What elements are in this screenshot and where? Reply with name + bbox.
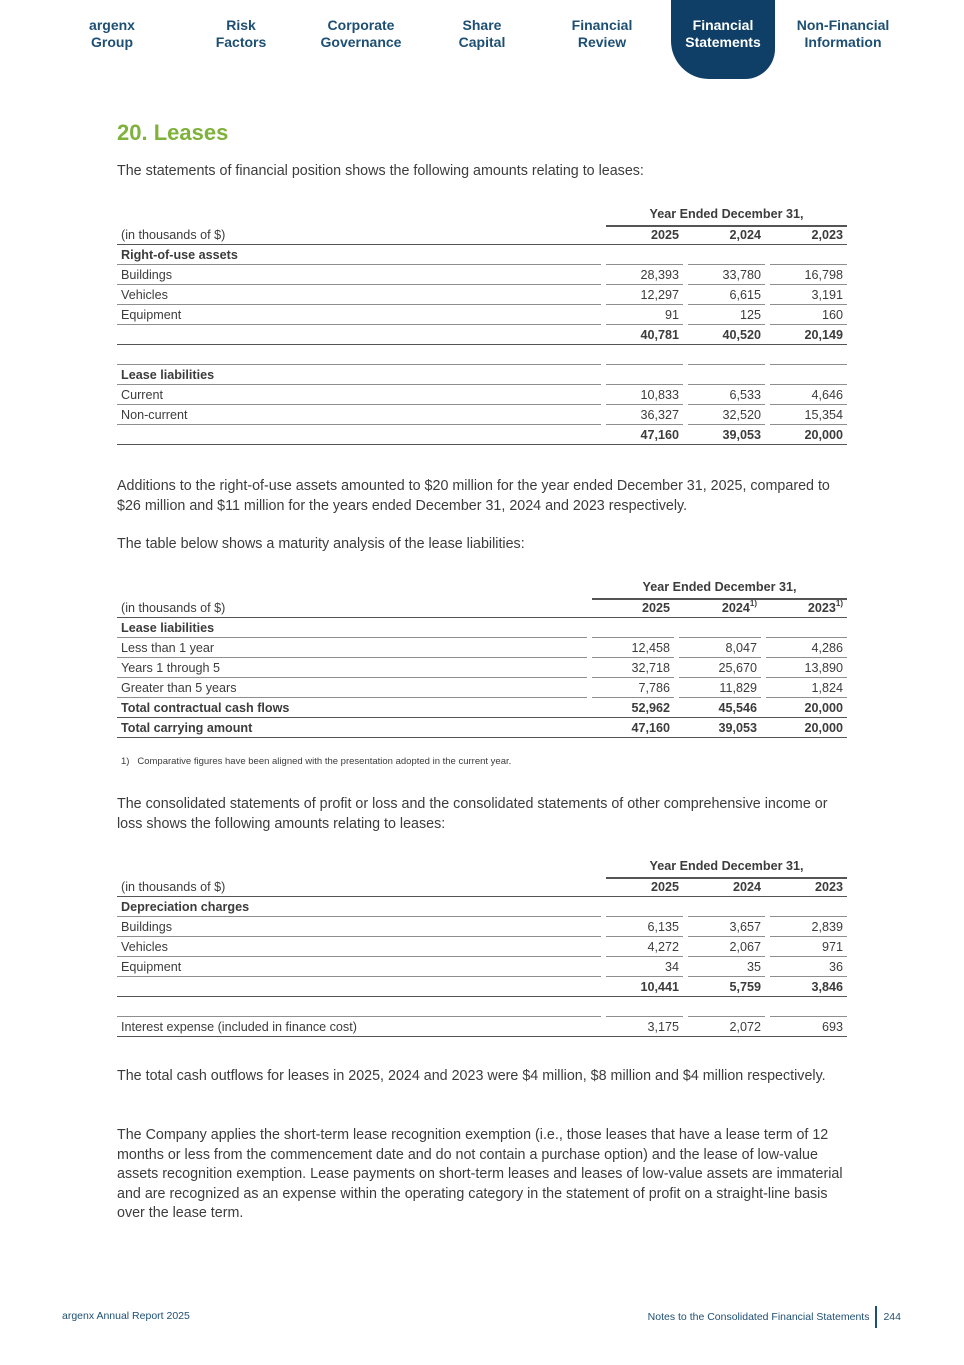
cell-value: 6,615 xyxy=(688,285,765,305)
nav-tab-share-capital[interactable] xyxy=(430,17,534,51)
table-total-row xyxy=(117,977,847,997)
nav-tab-label: Share Capital xyxy=(458,17,506,50)
total-value: 39,053 xyxy=(688,425,765,445)
total-value: 20,000 xyxy=(766,698,847,718)
total-value: 47,160 xyxy=(606,425,683,445)
section-title: 20. Leases xyxy=(117,120,229,145)
year-col-2025: 2025 xyxy=(592,598,674,618)
cell-value: 971 xyxy=(770,937,847,957)
cell-value: 160 xyxy=(770,305,847,325)
row-label: Greater than 5 years xyxy=(117,678,587,698)
cell-value: 693 xyxy=(770,1017,847,1037)
table-header-row xyxy=(117,225,847,245)
nav-tab-label: Financial Statements xyxy=(685,17,761,50)
nav-tab-risk-factors[interactable] xyxy=(189,17,293,51)
nav-tab-financial-review[interactable] xyxy=(550,17,654,51)
cell-value: 3,191 xyxy=(770,285,847,305)
table-row xyxy=(117,285,847,305)
cell-value: 3,175 xyxy=(606,1017,683,1037)
table-row xyxy=(117,1017,847,1037)
total-value: 40,781 xyxy=(606,325,683,345)
year-col-2024: 2024 xyxy=(688,877,765,897)
footnote: 1) Comparative figures have been aligned with the presentation adopted in the current year. xyxy=(121,756,512,767)
cell-value: 34 xyxy=(606,957,683,977)
footer-section-title: Notes to the Consolidated Financial Statements xyxy=(647,1311,870,1323)
table-header-row xyxy=(117,877,847,897)
row-label: Years 1 through 5 xyxy=(117,658,587,678)
cell-value: 12,458 xyxy=(592,638,674,658)
table-section-row xyxy=(117,618,847,638)
table-row xyxy=(117,658,847,678)
cell-value: 125 xyxy=(688,305,765,325)
cell-value: 32,718 xyxy=(592,658,674,678)
nav-tab-argenx-group[interactable] xyxy=(60,17,164,51)
table-spacer-row xyxy=(117,997,847,1017)
maturity-intro-text: The table below shows a maturity analysis of the lease liabilities: xyxy=(117,536,525,552)
table-section-row xyxy=(117,245,847,265)
total-value: 40,520 xyxy=(688,325,765,345)
table-section-row xyxy=(117,365,847,385)
row-label: Vehicles xyxy=(117,937,601,957)
year-col-2025: 2025 xyxy=(606,877,683,897)
row-label: Interest expense (included in finance cost) xyxy=(117,1017,601,1037)
unit-label: (in thousands of $) xyxy=(117,598,587,618)
table-total-row xyxy=(117,325,847,345)
table1-year-header: Year Ended December 31, xyxy=(649,207,804,221)
cell-value: 1,824 xyxy=(766,678,847,698)
cell-value: 3,657 xyxy=(688,917,765,937)
section-label: Depreciation charges xyxy=(117,897,601,917)
footnote-marker: 1) xyxy=(749,598,757,608)
year-col-2023: 2023 xyxy=(770,877,847,897)
table-row xyxy=(117,305,847,325)
nav-tab-label: argenx Group xyxy=(89,17,135,50)
table-row xyxy=(117,638,847,658)
cell-value: 6,533 xyxy=(688,385,765,405)
cell-value: 16,798 xyxy=(770,265,847,285)
unit-label: (in thousands of $) xyxy=(117,877,601,897)
table-row xyxy=(117,957,847,977)
cell-value: 91 xyxy=(606,305,683,325)
cell-value: 13,890 xyxy=(766,658,847,678)
nav-tab-label: Risk Factors xyxy=(215,17,267,50)
row-label: Buildings xyxy=(117,265,601,285)
unit-label: (in thousands of $) xyxy=(117,225,601,245)
footer-report-title: argenx Annual Report 2025 xyxy=(62,1310,190,1322)
cell-value: 33,780 xyxy=(688,265,765,285)
table3-year-header: Year Ended December 31, xyxy=(649,859,804,873)
cell-value: 7,786 xyxy=(592,678,674,698)
table-section-row xyxy=(117,897,847,917)
table-row xyxy=(117,937,847,957)
total-value: 47,160 xyxy=(592,718,674,738)
total-value: 52,962 xyxy=(592,698,674,718)
exemption-text: The Company applies the short-term lease recognition exemption (i.e., those leases that have a lease term of 12 months or less from the commencement date and do not contain a purchase option) and the lease of low-value assets recognition exemption. Lease payments on short-term leases and leases of low-value assets are immaterial and are recognized as an expense within the operating category in the statement of profit on a straight-line basis over the lease term. xyxy=(117,1127,843,1221)
total-value: 45,546 xyxy=(679,698,761,718)
row-label: Vehicles xyxy=(117,285,601,305)
row-label: Total contractual cash flows xyxy=(117,698,587,718)
year-col-2025: 2025 xyxy=(606,225,683,245)
section-label: Right-of-use assets xyxy=(117,245,601,265)
row-label: Non-current xyxy=(117,405,601,425)
nav-tab-label: Corporate Governance xyxy=(320,17,402,50)
cash-outflow-text: The total cash outflows for leases in 2025, 2024 and 2023 were $4 million, $8 million and $4 million respectively. xyxy=(117,1068,826,1084)
row-label: Total carrying amount xyxy=(117,718,587,738)
cell-value: 4,272 xyxy=(606,937,683,957)
cell-value: 4,646 xyxy=(770,385,847,405)
cell-value: 2,067 xyxy=(688,937,765,957)
additions-text: Additions to the right-of-use assets amounted to $20 million for the year ended December 31, 2025, compared to $26 million and $11 million for the years ended December 31, 2024 and 2023 respectively. xyxy=(117,478,830,514)
cell-value: 28,393 xyxy=(606,265,683,285)
table-row xyxy=(117,917,847,937)
total-value: 5,759 xyxy=(688,977,765,997)
footnote-marker: 1) xyxy=(835,598,843,608)
nav-tab-corporate-governance[interactable] xyxy=(309,17,413,51)
footer-divider xyxy=(875,1306,877,1328)
cell-value: 8,047 xyxy=(679,638,761,658)
pl-intro-text: The consolidated statements of profit or loss and the consolidated statements of other comprehensive income or loss shows the following amounts relating to leases: xyxy=(117,796,828,832)
table-row xyxy=(117,678,847,698)
cell-value: 35 xyxy=(688,957,765,977)
page-number: 244 xyxy=(883,1311,901,1323)
table-spacer-row xyxy=(117,345,847,365)
cell-value: 32,520 xyxy=(688,405,765,425)
depreciation-table xyxy=(117,877,847,1037)
cell-value: 2,072 xyxy=(688,1017,765,1037)
cell-value: 36,327 xyxy=(606,405,683,425)
top-navigation xyxy=(60,0,903,80)
year-col-2024 xyxy=(679,598,761,618)
cell-value: 36 xyxy=(770,957,847,977)
table-total-row xyxy=(117,425,847,445)
year-col-2023 xyxy=(766,598,847,618)
cell-value: 12,297 xyxy=(606,285,683,305)
table-row xyxy=(117,385,847,405)
row-label: Current xyxy=(117,385,601,405)
table-total-row xyxy=(117,718,847,738)
intro-text: The statements of financial position shows the following amounts relating to leases: xyxy=(117,163,644,179)
row-label: Equipment xyxy=(117,957,601,977)
table-total-row xyxy=(117,698,847,718)
nav-tab-label: Non-Financial Information xyxy=(796,17,890,50)
nav-tab-non-financial-information[interactable] xyxy=(791,17,895,51)
table2-year-header: Year Ended December 31, xyxy=(642,580,797,594)
total-value: 20,000 xyxy=(770,425,847,445)
row-label: Buildings xyxy=(117,917,601,937)
cell-value: 15,354 xyxy=(770,405,847,425)
year-label: 2023 xyxy=(807,600,836,615)
cell-value: 4,286 xyxy=(766,638,847,658)
cell-value: 25,670 xyxy=(679,658,761,678)
total-value: 10,441 xyxy=(606,977,683,997)
maturity-analysis-table xyxy=(117,598,847,738)
cell-value: 10,833 xyxy=(606,385,683,405)
year-col-2023: 2,023 xyxy=(770,225,847,245)
nav-tab-financial-statements[interactable] xyxy=(671,0,775,79)
year-label: 2024 xyxy=(721,600,750,615)
year-col-2024: 2,024 xyxy=(688,225,765,245)
total-value: 39,053 xyxy=(679,718,761,738)
section-label: Lease liabilities xyxy=(117,365,601,385)
cell-value: 2,839 xyxy=(770,917,847,937)
table-row xyxy=(117,405,847,425)
nav-tab-label: Financial Review xyxy=(571,17,633,50)
total-value: 20,149 xyxy=(770,325,847,345)
cell-value: 6,135 xyxy=(606,917,683,937)
table-row xyxy=(117,265,847,285)
row-label: Equipment xyxy=(117,305,601,325)
footer-section xyxy=(648,1306,901,1328)
row-label: Less than 1 year xyxy=(117,638,587,658)
right-of-use-table xyxy=(117,225,847,445)
total-value: 3,846 xyxy=(770,977,847,997)
section-label: Lease liabilities xyxy=(117,618,587,638)
total-value: 20,000 xyxy=(766,718,847,738)
table-header-row xyxy=(117,598,847,618)
cell-value: 11,829 xyxy=(679,678,761,698)
